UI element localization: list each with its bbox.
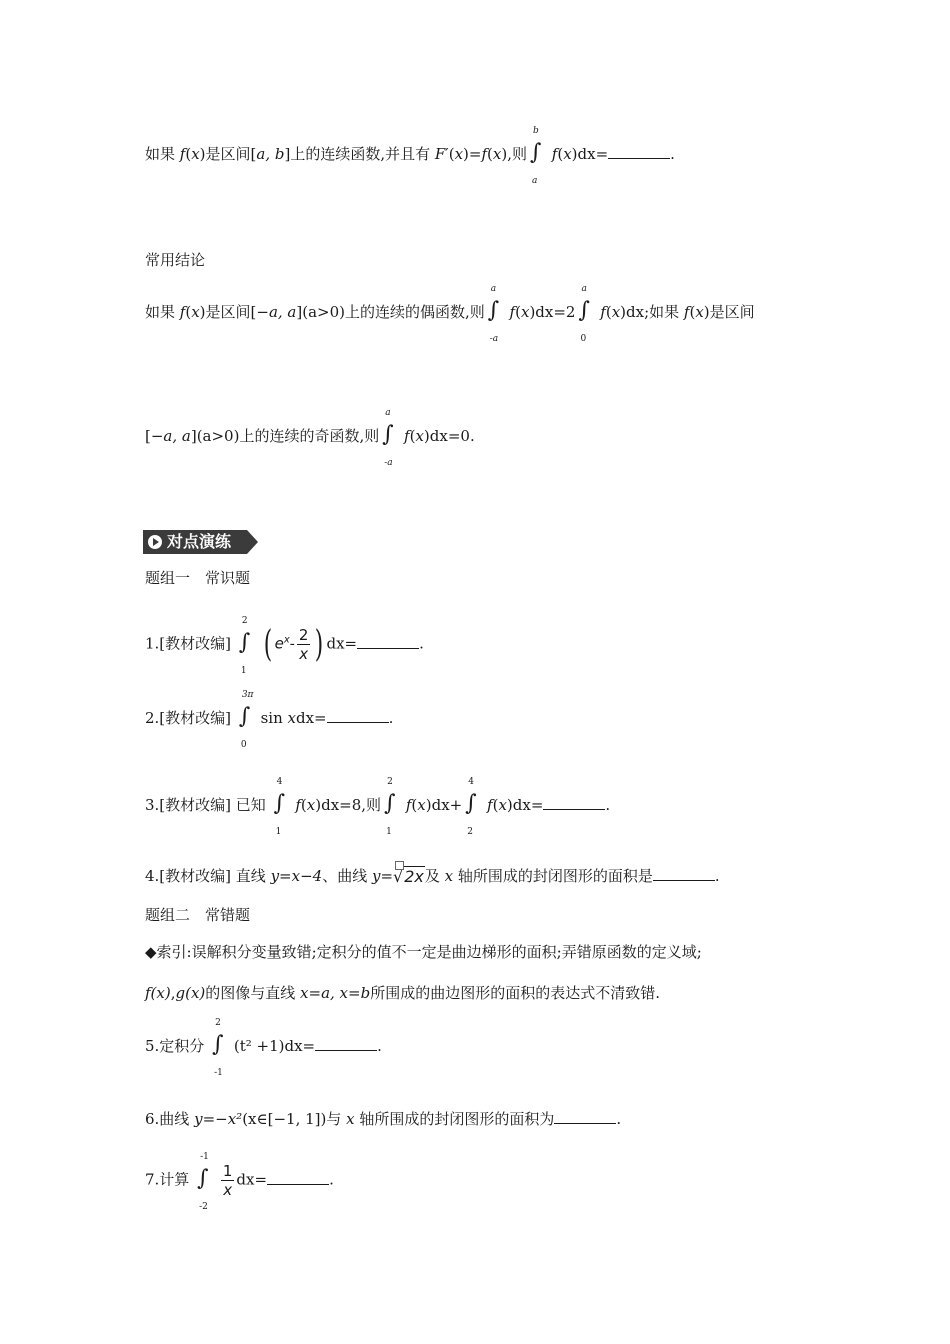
fraction: $\frac{2}{x}$	[298, 626, 309, 663]
integral-sign: 2 ∫ -1	[212, 1018, 224, 1078]
answer-blank[interactable]	[267, 1170, 329, 1185]
question-6: 6.曲线 y=−x²(x∈[−1, 1])与 x 轴所围成的封闭图形的面积为 .	[145, 1110, 622, 1128]
conclusion-even: 如果 f(x)是区间[−a, a](a>0)上的连续的偶函数,则 a ∫ -a f(x)dx=2 a ∫ 0 f(x)dx;如果 f(x)是区间	[145, 284, 755, 344]
integral-sign: -1 ∫ -2	[197, 1151, 209, 1212]
conclusion-odd: [−a, a](a>0)上的连续的奇函数,则 a ∫ -a f(x)dx=0.	[145, 408, 475, 468]
group-title-1: 题组一 常识题	[145, 569, 251, 587]
hint-line-2: f(x),g(x)的图像与直线 x=a, x=b所围成的曲边图形的面积的表达式不清致错.	[145, 984, 660, 1002]
integral-sign: 3π ∫ 0	[238, 690, 254, 750]
integral-sign: b ∫ a	[529, 126, 542, 186]
integral-sign: 4 ∫ 2	[465, 777, 477, 837]
group-title-2: 题组二 常错题	[145, 906, 251, 924]
answer-blank[interactable]	[653, 866, 715, 881]
answer-blank[interactable]	[554, 1109, 616, 1124]
answer-blank[interactable]	[357, 634, 419, 649]
hint-line-1: ◆索引:误解积分变量致错;定积分的值不一定是曲边梯形的面积;弄错原函数的定义域;	[145, 943, 702, 961]
question-1: 1.[教材改编] 2 ∫ 1 ( $e^x-$ $\frac{2}{x}$ ) dx= .	[145, 615, 424, 676]
integral-sign: 2 ∫ 1	[384, 777, 396, 837]
question-3: 3.[教材改编] 已知 4 ∫ 1 f(x)dx=8,则 2 ∫ 1 f(x)dx+ 4 ∫ 2 f(x)dx= .	[145, 777, 611, 837]
answer-blank[interactable]	[543, 795, 605, 810]
integral-sign: 4 ∫ 1	[273, 777, 286, 837]
section-label: 对点演练	[143, 530, 258, 554]
fraction: $\frac{1}{x}$	[222, 1162, 233, 1199]
question-5: 5.定积分 2 ∫ -1 (t² +1)dx= .	[145, 1018, 382, 1078]
integral-sign: 2 ∫ 1	[238, 615, 251, 676]
common-conclusion-title: 常用结论	[145, 251, 206, 269]
theorem-line: 如果 f(x)是区间[a, b]上的连续函数,并且有 F′(x)=f(x),则 b ∫ a f(x)dx= .	[145, 126, 675, 186]
square-root: √2x	[393, 867, 425, 887]
integral-sign: a ∫ -a	[487, 284, 500, 344]
answer-blank[interactable]	[327, 708, 389, 723]
answer-blank[interactable]	[315, 1036, 377, 1051]
question-2: 2.[教材改编] 3π ∫ 0 sin xdx= .	[145, 690, 394, 750]
integral-sign: a ∫ -a	[382, 408, 394, 468]
integral-sign: a ∫ 0	[578, 284, 590, 344]
question-4: 4.[教材改编] 直线 y=x−4、曲线 y= √2x及 x 轴所围成的封闭图形的面积是 .	[145, 866, 720, 887]
question-7: 7.计算 -1 ∫ -2 $\frac{1}{x}$ dx= .	[145, 1151, 334, 1212]
answer-blank[interactable]	[608, 144, 670, 159]
